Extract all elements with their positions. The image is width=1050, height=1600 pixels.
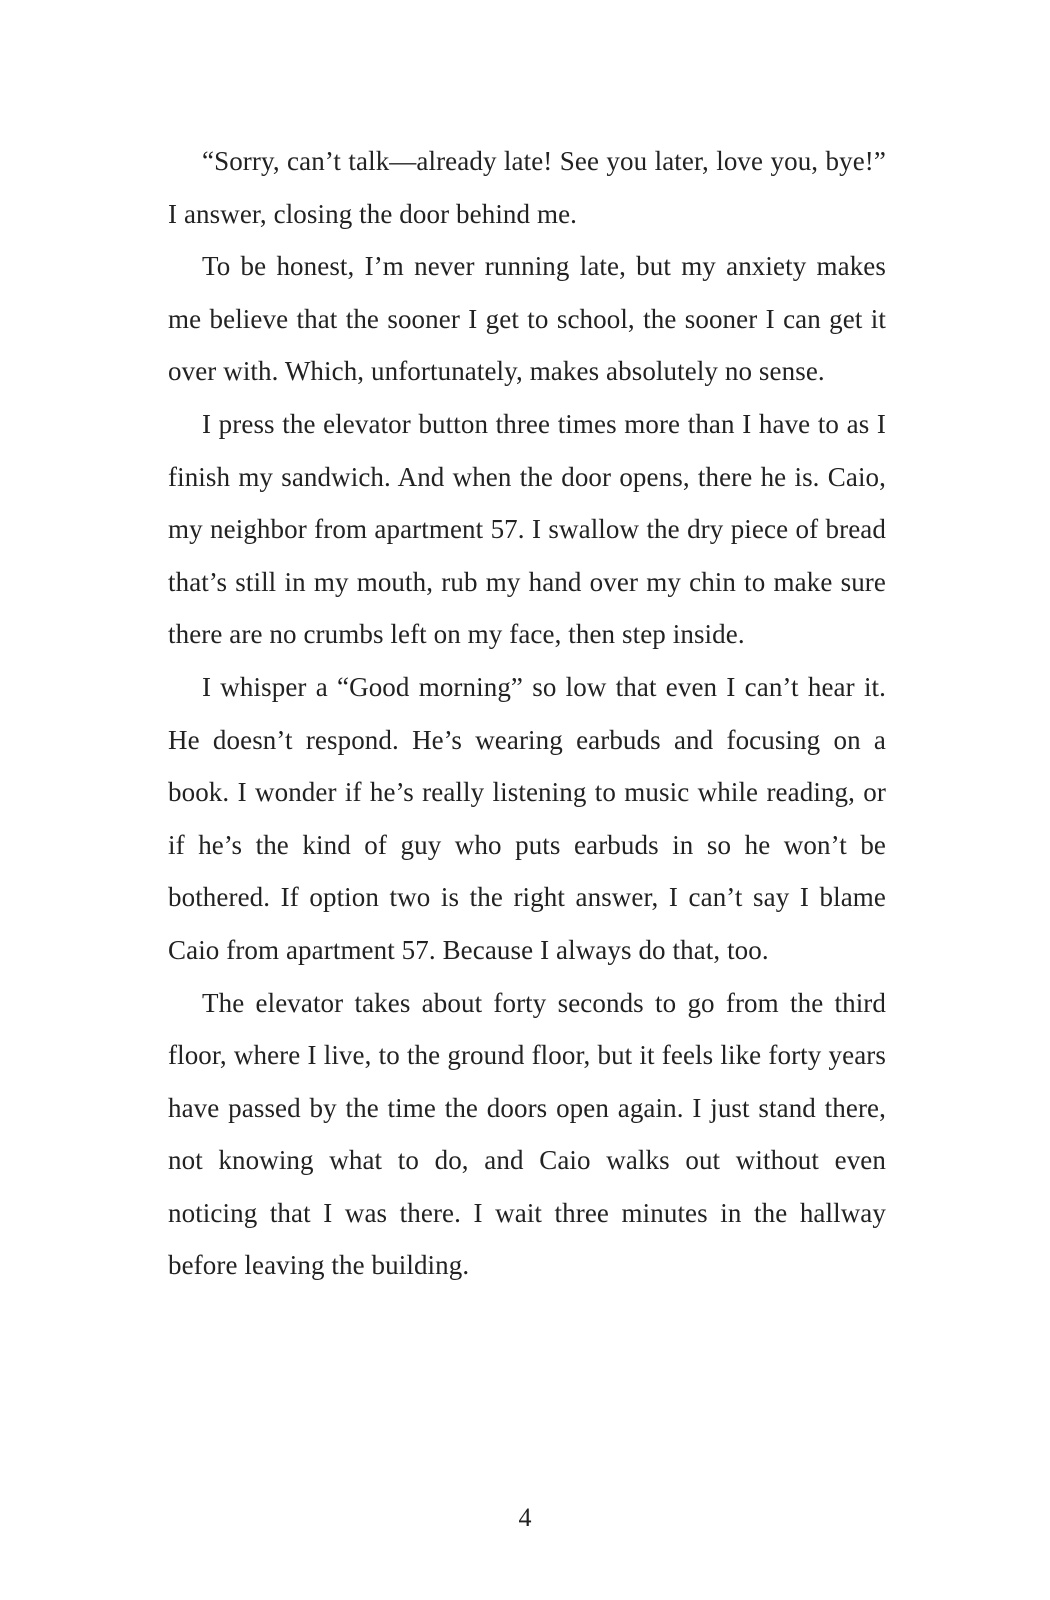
paragraph-3: I press the elevator button three times more than I have to as I finish my sandwich. And when the door opens, there he is. Caio, my neighbor from apartment 57. I swallow the dry piece of bread that’s still in my mouth, rub my hand over my chin to make sure there are no crumbs left on my face, then step inside. xyxy=(168,408,886,650)
paragraph-2: To be honest, I’m never running late, but my anxiety makes me believe that the sooner I get to school, the sooner I can get it over with. Which, unfortunately, makes absolutely no sense. xyxy=(168,251,886,387)
paragraph-5: The elevator takes about forty seconds to go from the third floor, where I live, to the ground floor, but it feels like forty years have passed by the time the doors open again. I just stand there, not knowing what to do, and Caio walks out without even noticing that I was there. I wait three minutes in the hallway before leaving the building. xyxy=(168,987,886,1281)
paragraph-1: “Sorry, can’t talk—already late! See you later, love you, bye!” I answer, closing the door behind me. xyxy=(168,146,886,229)
paragraph-4: I whisper a “Good morning” so low that even I can’t hear it. He doesn’t respond. He’s wearing earbuds and focusing on a book. I wonder if he’s really listening to music while reading, or if he’s the kind of guy who puts earbuds in so he won’t be bothered. If option two is the right answer, I can’t say I blame Caio from apartment 57. Because I always do that, too. xyxy=(168,671,886,965)
body-text xyxy=(168,135,886,1292)
page-number: 4 xyxy=(518,1503,532,1532)
